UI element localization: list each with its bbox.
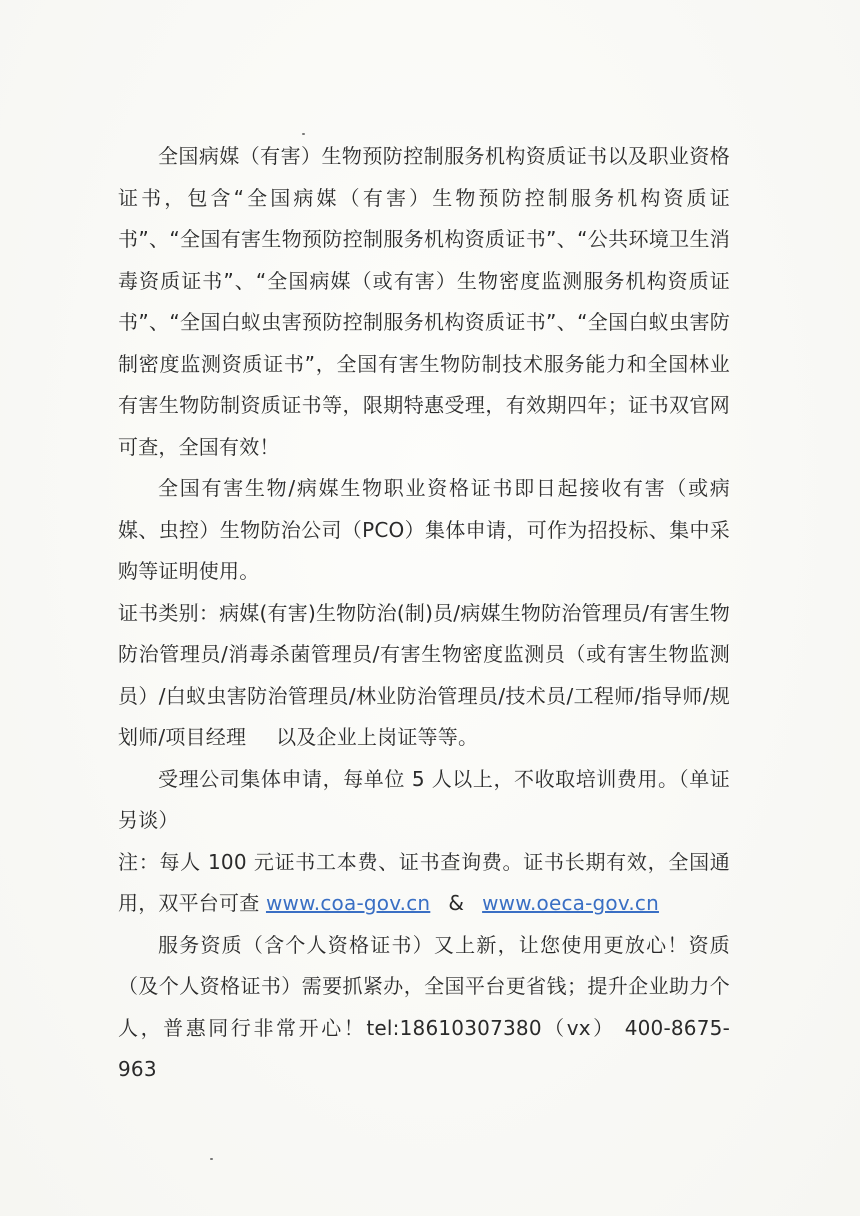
categories-list: 证书类别：病媒(有害)生物防治(制)员/病媒生物防治管理员/有害生物防治管理员/消毒杀菌管理员/有害生物密度监测员（或有害生物监测员）/白蚁虫害防治管理员/林业防治管理员/技术员/工程师/指导师/规划师/项目经理 bbox=[118, 600, 730, 749]
scan-speck bbox=[210, 1158, 213, 1160]
paragraph-certificates-intro: 全国病媒（有害）生物预防控制服务机构资质证书以及职业资格证书，包含“全国病媒（有害）生物预防控制服务机构资质证书”、“全国有害生物预防控制服务机构资质证书”、“公共环境卫生消毒资质证书”、“全国病媒（或有害）生物密度监测服务机构资质证书”、“全国白蚁虫害预防控制服务机构资质证书”、“全国白蚁虫害防制密度监测资质证书”，全国有害生物防制技术服务能力和全国林业有害生物防制资质证书等，限期特惠受理，有效期四年；证书双官网可查，全国有效！ bbox=[118, 144, 730, 459]
document-body bbox=[118, 136, 730, 1091]
paragraph-group-application: 受理公司集体申请，每单位 5 人以上，不收取培训费用。（单证另谈） bbox=[118, 766, 730, 832]
paragraph-certificate-categories bbox=[118, 593, 730, 759]
paragraph-pco-application: 全国有害生物/病媒生物职业资格证书即日起接收有害（或病媒、虫控）生物防治公司（PCO）集体申请，可作为招投标、集中采购等证明使用。 bbox=[118, 476, 730, 583]
paragraph-service-contact: 服务资质（含个人资格证书）又上新，让您使用更放心！资质（及个人资格证书）需要抓紧办，全国平台更省钱；提升企业助力个人，普惠同行非常开心！tel:18610307380（vx） 400-8675-963 bbox=[118, 932, 730, 1081]
paragraph-fee-note bbox=[118, 842, 730, 925]
fee-note-text: 注：每人 100 元证书工本费、证书查询费。证书长期有效，全国通用，双平台可查 bbox=[118, 849, 730, 915]
ampersand: & bbox=[448, 891, 465, 915]
link-coa-gov[interactable]: www.coa-gov.cn bbox=[265, 891, 431, 915]
categories-tail: 以及企业上岗证等等。 bbox=[276, 725, 479, 749]
scan-speck bbox=[302, 133, 305, 135]
link-oeca-gov[interactable]: www.oeca-gov.cn bbox=[482, 891, 659, 915]
